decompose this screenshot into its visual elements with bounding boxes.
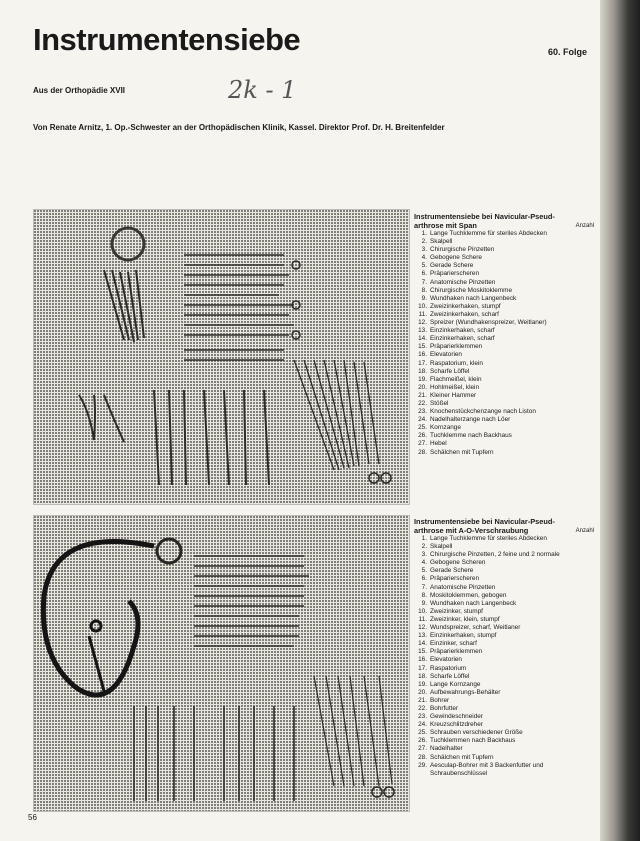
list-item-text: Gerade Schere	[430, 567, 474, 575]
scissor-handles-2	[372, 787, 394, 797]
list-item-text: Lange Kornzange	[430, 680, 481, 688]
list-item	[414, 754, 594, 762]
list-item-number: 7.	[421, 278, 427, 286]
list-item	[414, 600, 594, 608]
drill-handpiece	[89, 621, 104, 691]
list-item	[414, 327, 594, 335]
list-item-text: Moskitoklemmen, gebogen	[430, 591, 507, 599]
list-item-text: Gebogene Schere	[430, 254, 482, 262]
list-item-text: Gewindeschneider	[430, 713, 483, 721]
list-item-number: 2.	[421, 543, 427, 551]
list-item-number: 6.	[421, 270, 427, 278]
list-item-text: Gerade Schere	[430, 262, 474, 270]
book-spine-shadow	[600, 0, 640, 841]
list-item-text: Schälchen mit Tupfern	[430, 753, 494, 761]
list-item-text: Gebogene Scheren	[430, 559, 486, 567]
list-item-text: Tuchklemme nach Backhaus	[430, 432, 512, 440]
list-item-number: 4.	[421, 559, 427, 567]
scissor-handles	[292, 261, 391, 483]
list-item-text: Schrauben verschiedener Größe	[430, 729, 523, 737]
list-item	[414, 392, 594, 400]
list-item	[414, 656, 594, 664]
list-item-number: 14.	[418, 640, 427, 648]
list-item	[414, 729, 594, 737]
list-item-text: Flachmeißel, klein	[430, 375, 482, 383]
list-item-text: Lange Tuchklemme für steriles Abdecken	[430, 230, 547, 237]
list-item-number: 3.	[421, 246, 427, 254]
list-item-number: 18.	[418, 367, 427, 375]
list-item-number: 5.	[421, 262, 427, 270]
list-item-text: Hohlmeißel, klein	[430, 383, 480, 391]
list-item-text: Nadelhalterzange nach Löer	[430, 416, 511, 424]
list-item-text: Kreuzschlitzdreher	[430, 721, 483, 729]
list-item-number: 27.	[418, 440, 427, 448]
list-item	[414, 238, 594, 246]
list-item	[414, 432, 594, 440]
list-item-number: 7.	[421, 583, 427, 591]
list-item-number: 25.	[418, 424, 427, 432]
list-item-text: Präparierklemmen	[430, 343, 483, 351]
list-1-items	[414, 230, 594, 457]
list-item-text: Raspatorium, klein	[430, 359, 483, 367]
list-item-number: 2.	[421, 238, 427, 246]
list-item-text: Einzinkerhaken, stumpf	[430, 632, 497, 640]
list-item	[414, 673, 594, 681]
list-item	[414, 335, 594, 343]
list-item-text: Wundspreizer, scharf, Weitlaner	[430, 624, 521, 632]
list-item-number: 5.	[421, 567, 427, 575]
list-item-text: Chirurgische Pinzetten	[430, 246, 495, 254]
list-item-number: 15.	[418, 648, 427, 656]
list-item	[414, 592, 594, 600]
list-2-title: Instrumentensiebe bei Navicular-Pseud-arthrose mit A-O-Verschraubung	[414, 517, 555, 535]
list-item-text: Schälchen mit Tupfern	[430, 448, 494, 456]
list-item-text: Bohrer	[430, 696, 450, 704]
list-item	[414, 543, 594, 551]
list-item-number: 24.	[418, 721, 427, 729]
list-item-text: Einzinkerhaken, scharf	[430, 327, 495, 335]
list-item	[414, 311, 594, 319]
list-item-number: 28.	[418, 448, 427, 456]
list-item	[414, 705, 594, 713]
list-item	[414, 246, 594, 254]
author-line: Von Renate Arnitz, 1. Op.-Schwester an der Orthopädischen Klinik, Kassel. Direktor Prof. Dr. H. Breitenfelder	[33, 123, 445, 132]
series-number: 60. Folge	[548, 47, 588, 57]
list-item	[414, 640, 594, 648]
list-item-text: Präparierscheren	[430, 575, 480, 583]
list-item-number: 25.	[418, 729, 427, 737]
list-item	[414, 762, 594, 778]
list-item-text: Aufbewahrungs-Behälter	[430, 688, 501, 696]
elevators-group	[154, 390, 269, 485]
list-item-text: Aesculap-Bohrer mit 3 Backenfutter und Schraubenschlüssel	[430, 761, 544, 777]
list-item-text: Anatomische Pinzetten	[430, 278, 496, 286]
clamps-group-top	[184, 255, 294, 360]
list-item-number: 3.	[421, 551, 427, 559]
list-item	[414, 697, 594, 705]
list-item-number: 22.	[418, 704, 427, 712]
list-item-text: Einzinker, scharf	[430, 640, 477, 648]
list-item	[414, 416, 594, 424]
list-item-text: Spreizer (Wundhakenspreizer, Weitlaner)	[430, 319, 547, 327]
list-item	[414, 254, 594, 262]
list-item-number: 15.	[418, 343, 427, 351]
list-item-text: Raspatorium	[430, 664, 467, 672]
photo-1-illustration	[34, 210, 409, 504]
list-item	[414, 616, 594, 624]
list-item	[414, 384, 594, 392]
list-item-number: 10.	[418, 302, 427, 310]
list-item-number: 6.	[421, 575, 427, 583]
list-item-text: Knochenstückchenzange nach Liston	[430, 408, 536, 416]
list-item-text: Stößel	[430, 399, 449, 407]
list-item-number: 18.	[418, 672, 427, 680]
list-item-text: Zweizinkerhaken, stumpf	[430, 302, 501, 310]
list-item	[414, 262, 594, 270]
list-item	[414, 665, 594, 673]
list-item	[414, 681, 594, 689]
list-item-text: Nadelhalter	[430, 745, 463, 753]
list-item-number: 8.	[421, 591, 427, 599]
list-item	[414, 303, 594, 311]
list-item	[414, 648, 594, 656]
list-item-number: 20.	[418, 383, 427, 391]
list-item-number: 13.	[418, 632, 427, 640]
list-item-text: Elevatorien	[430, 656, 462, 664]
list-1-header	[414, 212, 594, 230]
page-title: Instrumentensiebe	[33, 22, 301, 57]
list-item-number: 20.	[418, 688, 427, 696]
list-item	[414, 737, 594, 745]
list-item	[414, 319, 594, 327]
list-item	[414, 632, 594, 640]
list-item	[414, 376, 594, 384]
list-item-number: 14.	[418, 335, 427, 343]
list-item	[414, 449, 594, 457]
list-item-number: 16.	[418, 656, 427, 664]
forceps-group-right	[294, 360, 379, 470]
list-item-text: Präparierklemmen	[430, 648, 483, 656]
list-item-text: Kornzange	[430, 424, 461, 432]
list-item	[414, 608, 594, 616]
forceps-group-right-2	[314, 676, 392, 786]
list-item-number: 11.	[418, 615, 427, 623]
list-item-number: 26.	[418, 432, 427, 440]
list-item-number: 12.	[418, 624, 427, 632]
list-item	[414, 343, 594, 351]
list-item-text: Zweizinker, stumpf	[430, 607, 483, 615]
list-item-number: 19.	[418, 375, 427, 383]
list-item	[414, 575, 594, 583]
list-item-text: Scharfe Löffel	[430, 367, 470, 375]
list-item	[414, 713, 594, 721]
page-subtitle: Aus der Orthopädie XVII	[33, 86, 126, 95]
list-item	[414, 535, 594, 543]
list-item-number: 17.	[418, 664, 427, 672]
list-item	[414, 721, 594, 729]
list-item-number: 22.	[418, 399, 427, 407]
ring-instrument	[112, 228, 144, 260]
list-item-number: 8.	[421, 286, 427, 294]
list-item-number: 19.	[418, 680, 427, 688]
list-item-number: 1.	[421, 535, 427, 542]
list-item	[414, 440, 594, 448]
list-item-text: Zweizinker, klein, stumpf	[430, 615, 500, 623]
list-item-text: Hebel	[430, 440, 447, 448]
list-item-text: Anatomische Pinzetten	[430, 583, 496, 591]
list-item-number: 27.	[418, 745, 427, 753]
handwritten-note: 2k - 1	[228, 76, 297, 104]
list-item-number: 28.	[418, 753, 427, 761]
list-item-number: 23.	[418, 713, 427, 721]
list-item-number: 12.	[418, 319, 427, 327]
list-item-number: 1.	[421, 230, 427, 237]
list-2-count-label: Anzahl	[575, 527, 594, 534]
list-item	[414, 567, 594, 575]
instrument-list-1	[414, 212, 594, 457]
list-item-number: 26.	[418, 737, 427, 745]
list-item-number: 24.	[418, 416, 427, 424]
list-item-number: 21.	[418, 696, 427, 704]
photo-2-illustration	[34, 516, 409, 811]
list-item-text: Lange Tuchklemme für steriles Abdecken	[430, 535, 547, 542]
scissors-group-left	[79, 270, 144, 442]
list-item	[414, 270, 594, 278]
list-item-number: 23.	[418, 408, 427, 416]
list-1-title: Instrumentensiebe bei Navicular-Pseud-arthrose mit Span	[414, 212, 555, 230]
tools-bottom	[134, 706, 294, 801]
list-item-number: 9.	[421, 294, 427, 302]
list-2-items	[414, 535, 594, 778]
instrument-list-2	[414, 517, 594, 778]
list-item	[414, 424, 594, 432]
list-item-text: Kleiner Hammer	[430, 391, 477, 399]
list-item	[414, 745, 594, 753]
list-item-number: 10.	[418, 607, 427, 615]
list-item	[414, 400, 594, 408]
list-item	[414, 368, 594, 376]
list-item-number: 11.	[418, 310, 427, 318]
list-item-number: 16.	[418, 351, 427, 359]
list-item	[414, 287, 594, 295]
list-item	[414, 295, 594, 303]
list-item	[414, 230, 594, 238]
list-item-text: Chirurgische Moskitoklemme	[430, 286, 513, 294]
list-item-number: 4.	[421, 254, 427, 262]
list-item-text: Wundhaken nach Langenbeck	[430, 294, 517, 302]
clamps-group-top-2	[194, 556, 309, 646]
list-item	[414, 360, 594, 368]
list-item-text: Einzinkerhaken, scharf	[430, 335, 495, 343]
list-item-text: Skalpell	[430, 543, 453, 551]
instrument-tray-photo-1	[33, 209, 410, 505]
list-1-count-label: Anzahl	[575, 222, 594, 229]
page-number: 56	[28, 813, 37, 822]
list-item	[414, 624, 594, 632]
list-item-text: Zweizinkerhaken, scharf	[430, 310, 499, 318]
list-item-text: Bohrfutter	[430, 704, 459, 712]
list-item	[414, 584, 594, 592]
list-item-number: 9.	[421, 599, 427, 607]
ring-instrument-2	[157, 539, 181, 563]
list-item-text: Scharfe Löffel	[430, 672, 470, 680]
list-item-text: Wundhaken nach Langenbeck	[430, 599, 517, 607]
list-item-number: 13.	[418, 327, 427, 335]
list-item	[414, 279, 594, 287]
list-item-number: 17.	[418, 359, 427, 367]
list-2-header	[414, 517, 594, 535]
list-item	[414, 551, 594, 559]
list-item	[414, 689, 594, 697]
list-item	[414, 351, 594, 359]
list-item	[414, 408, 594, 416]
instrument-tray-photo-2	[33, 515, 410, 812]
list-item-text: Elevatorien	[430, 351, 462, 359]
list-item-number: 29.	[418, 761, 427, 769]
list-item	[414, 559, 594, 567]
list-item-text: Tuchklemmen nach Backhaus	[430, 737, 516, 745]
list-item-number: 21.	[418, 391, 427, 399]
list-item-text: Chirurgische Pinzetten, 2 feine und 2 normale	[430, 551, 560, 559]
list-item-text: Präparierscheren	[430, 270, 480, 278]
list-item-text: Skalpell	[430, 238, 453, 246]
